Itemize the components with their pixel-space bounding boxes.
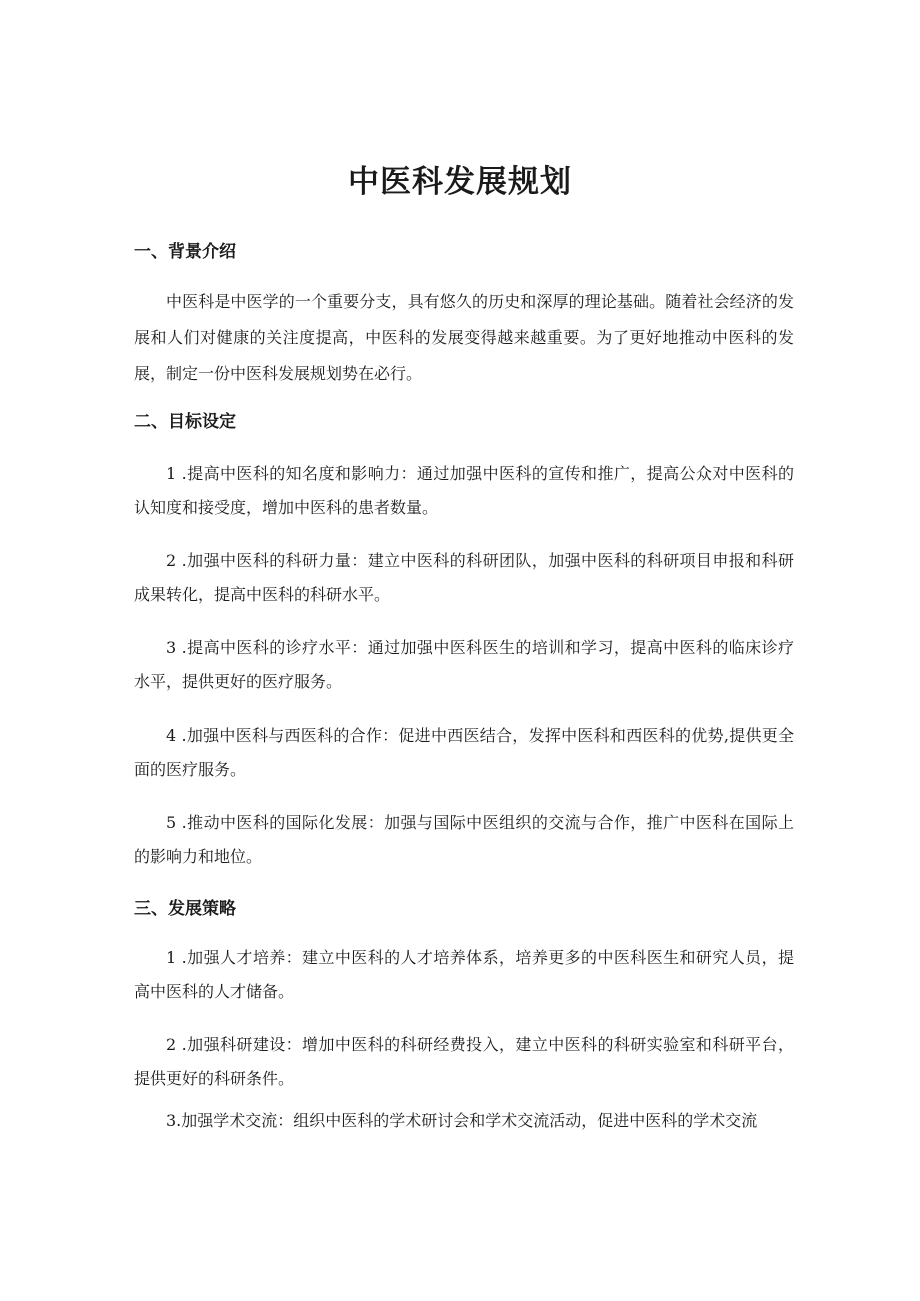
goal-item-5: 5 .推动中医科的国际化发展：加强与国际中医组织的交流与合作，推广中医科在国际上的影响力和地位。 — [134, 813, 794, 866]
section-heading-strategy: 三、发展策略 — [134, 899, 236, 919]
section-heading-background: 一、背景介绍 — [134, 242, 236, 262]
goal-item-4: 4 .加强中医科与西医科的合作：促进中西医结合，发挥中医科和西医科的优势,提供更全面的医疗服务。 — [134, 726, 794, 779]
strategy-item-3: 3.加强学术交流：组织中医科的学术研讨会和学术交流活动，促进中医科的学术交流 — [166, 1111, 758, 1130]
page-title: 中医科发展规划 — [348, 164, 572, 200]
paragraph-background: 中医科是中医学的一个重要分支，具有悠久的历史和深厚的理论基础。随着社会经济的发展和人们对健康的关注度提高，中医科的发展变得越来越重要。为了更好地推动中医科的发展，制定一份中医科发展规划势在必行。 — [134, 292, 794, 383]
goal-item-1: 1 .提高中医科的知名度和影响力：通过加强中医科的宣传和推广，提高公众对中医科的认知度和接受度，增加中医科的患者数量。 — [134, 464, 794, 517]
strategy-item-2: 2 .加强科研建设：增加中医科的科研经费投入，建立中医科的科研实验室和科研平台，提供更好的科研条件。 — [134, 1035, 794, 1088]
section-heading-goals: 二、目标设定 — [134, 412, 236, 432]
goal-item-3: 3 .提高中医科的诊疗水平：通过加强中医科医生的培训和学习，提高中医科的临床诊疗水平，提供更好的医疗服务。 — [134, 638, 794, 691]
goal-item-2: 2 .加强中医科的科研力量：建立中医科的科研团队，加强中医科的科研项目申报和科研成果转化，提高中医科的科研水平。 — [134, 551, 794, 604]
strategy-item-1: 1 .加强人才培养：建立中医科的人才培养体系，培养更多的中医科医生和研究人员，提高中医科的人才储备。 — [134, 948, 794, 1001]
